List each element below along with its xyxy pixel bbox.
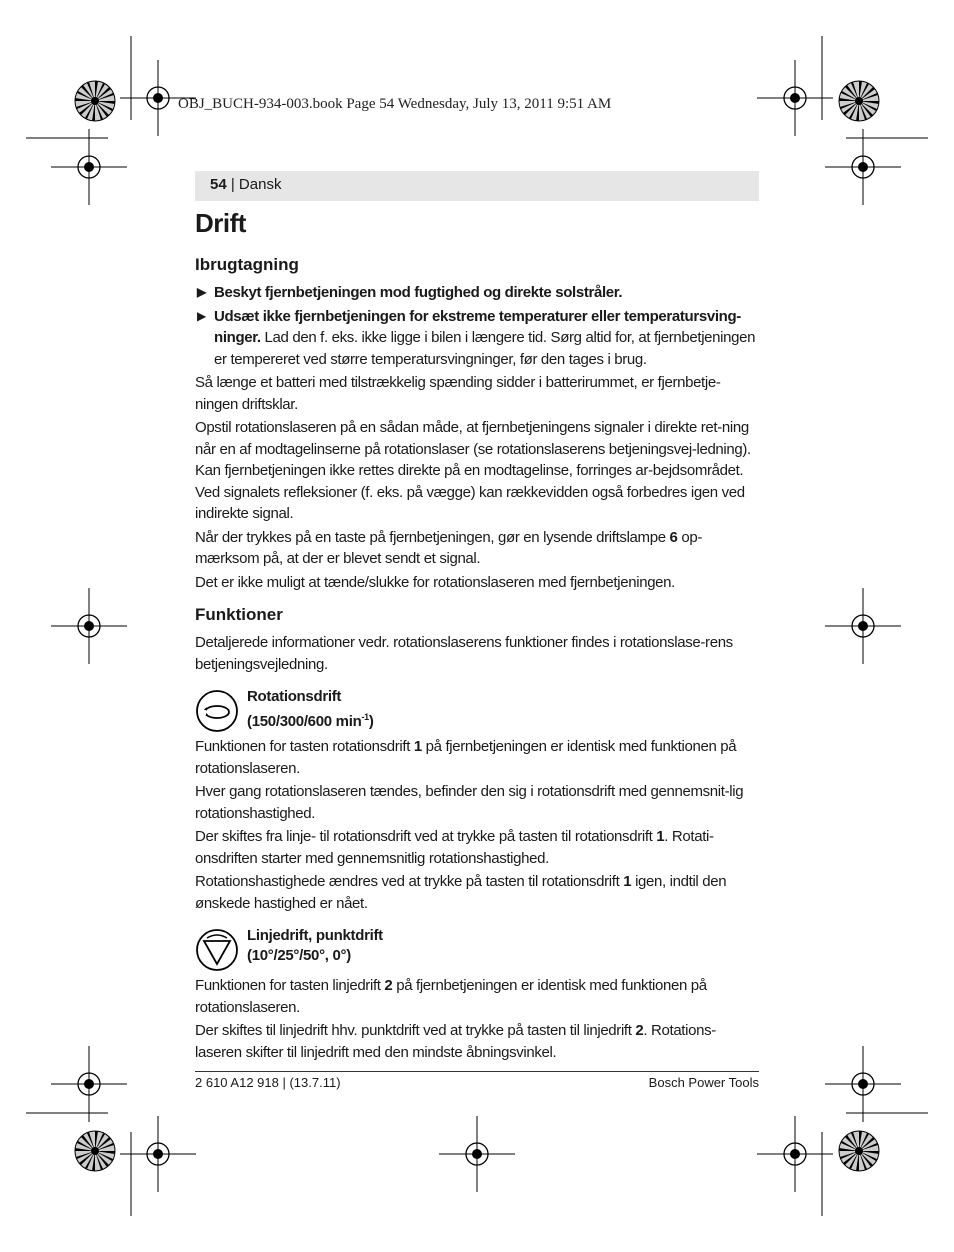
text-run: (150/300/600 min (247, 713, 362, 730)
function-rotation-heading (195, 687, 760, 733)
paragraph (195, 871, 760, 914)
text-run: Funktionen for tasten linjedrift (195, 977, 385, 994)
paragraph: Opstil rotationslaseren på en sådan måde, at fjernbetjeningens signaler i direkte ret-ning når en af modtagelinserne på rotationslaser (se rotationslaserens betjeningsvej-ledning). Kan fjernbetjeningen ikke rettes direkte på en modtagelinse, forringes ar-bejdsområdet. Ved signalets refleksioner (f. eks. på vægge) kan rækkevidden også forbedres igen ved indirekte signal. (195, 419, 751, 522)
rotation-mode-icon (195, 689, 239, 733)
text-run: igen, indtil den ønskede hastighed er nået. (195, 873, 727, 912)
paragraph: Hver gang rotationslaseren tændes, befinder den sig i rotationsdrift med gennemsnit-lig rotationshastighed. (195, 783, 744, 822)
line-mode-icon (195, 928, 239, 972)
section-heading-funktioner: Funktioner (195, 605, 283, 624)
paragraph (195, 1020, 760, 1063)
text-run: Rotationshastighede ændres ved at trykke på tasten til rotationsdrift (195, 873, 624, 890)
reference-number: 6 (669, 528, 678, 546)
bullet-bold-text: Udsæt ikke fjernbetjeningen for ekstreme temperaturer eller temperatursving-ninger. (214, 307, 741, 346)
paragraph (195, 527, 760, 570)
footer-doc-number: 2 610 A12 918 | (13.7.11) (195, 1075, 341, 1090)
paragraph: Detaljerede informationer vedr. rotationslaserens funktioner findes i rotationslase-rens betjeningsvejledning. (195, 634, 733, 673)
bullet-text: Beskyt fjernbetjeningen mod fugtighed og direkte solstråler. (214, 284, 623, 301)
text-run: ) (368, 713, 374, 730)
text-run: . Rotations-laseren skifter til linjedrift med den mindste åbningsvinkel. (195, 1022, 716, 1061)
reference-number: 1 (623, 873, 632, 890)
paragraph: Så længe et batteri med tilstrækkelig spænding sidder i batterirummet, er fjernbetje-ningen driftsklar. (195, 374, 721, 413)
text-run: op-mærksom på, at der er blevet sendt et signal. (195, 528, 702, 567)
warning-bullet-2 (195, 306, 760, 371)
function-title (247, 926, 383, 966)
header-separator: | (226, 176, 239, 193)
page-title: Drift (195, 208, 246, 238)
section-heading-ibrugtagning: Ibrugtagning (195, 255, 299, 274)
function-title-line: Linjedrift, punktdrift (247, 927, 383, 944)
page-number: 54 (210, 176, 227, 193)
text-run: Der skiftes til linjedrift hhv. punktdrift ved at trykke på tasten til linjedrift (195, 1022, 636, 1039)
function-line-heading (195, 926, 760, 972)
function-title (247, 687, 374, 732)
bullet-triangle-icon: ▶ (197, 308, 206, 323)
function-title-line: (10°/25°/50°, 0°) (247, 947, 351, 964)
warning-bullet-1 (195, 282, 760, 304)
footer-divider (195, 1071, 759, 1072)
page-header-bar (195, 171, 759, 201)
page-content (195, 206, 760, 1065)
bullet-text: Lad den f. eks. ikke ligge i bilen i længere tid. Sørg altid for, at fjernbetjeningen er tempereret ved større temperatursvingninger, før den tages i brug. (214, 329, 756, 368)
function-title-line: Rotationsdrift (247, 688, 342, 705)
reference-number: 2 (384, 977, 393, 994)
paragraph (195, 975, 760, 1018)
text-run: på fjernbetjeningen er identisk med funktionen på rotationslaseren. (195, 738, 737, 777)
reference-number: 1 (656, 828, 665, 845)
paragraph (195, 736, 760, 779)
text-run: Funktionen for tasten rotationsdrift (195, 738, 414, 755)
reference-number: 2 (635, 1022, 644, 1039)
text-run: . Rotati-onsdriften starter med gennemsnitlig rotationshastighed. (195, 828, 714, 867)
superscript: -1 (361, 712, 369, 722)
paragraph (195, 826, 760, 869)
text-run: Når der trykkes på en taste på fjernbetjeningen, gør en lysende driftslampe (195, 528, 670, 546)
reference-number: 1 (413, 738, 422, 755)
text-run: Der skiftes fra linje- til rotationsdrift ved at trykke på tasten til rotationsdrift (195, 828, 657, 845)
function-title-line (247, 707, 374, 732)
header-language: Dansk (238, 176, 282, 193)
bullet-triangle-icon: ▶ (197, 285, 206, 299)
print-header: OBJ_BUCH-934-003.book Page 54 Wednesday, July 13, 2011 9:51 AM (178, 96, 612, 112)
paragraph: Det er ikke muligt at tænde/slukke for rotationslaseren med fjernbetjeningen. (195, 573, 675, 591)
footer-brand: Bosch Power Tools (648, 1075, 759, 1090)
text-run: på fjernbetjeningen er identisk med funktionen på rotationslaseren. (195, 977, 707, 1016)
